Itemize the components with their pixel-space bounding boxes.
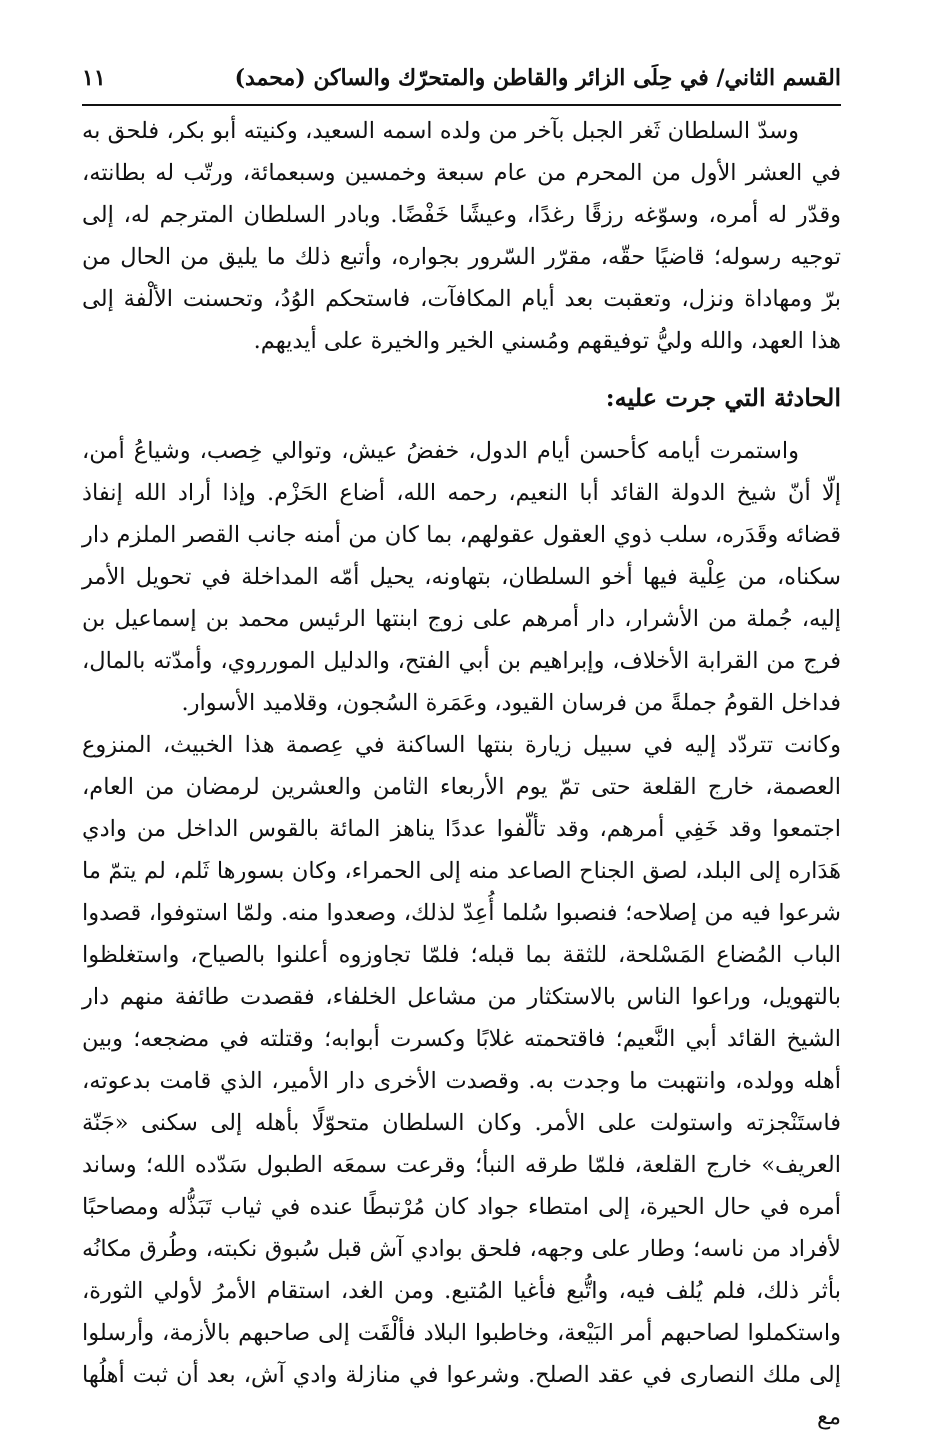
- paragraph-2: واستمرت أيامه كأحسن أيام الدول، خفضُ عيش، وتوالي خِصب، وشياعُ أمن، إلّا أنّ شيخ الدولة القائد أبا النعيم، رحمه الله، أضاع الحَزْم. وإذا أراد الله إنفاذ قضائه وقَدَره، سلب ذوي العقول عقولهم، بما كان من أمنه جانب القصر الملزم دار سكناه، من عِلْية فيها أخو السلطان، بتهاونه، يحيل أمّه المداخلة في تحويل الأمر إليه، جُملة من الأشرار، دار أمرهم على زوج ابنتها الرئيس محمد بن إسماعيل بن فرج من القرابة الأخلاف، وإبراهيم بن أبي الفتح، والدليل المورروي، وأمدّته بالمال، فداخل القومُ جملةً من فرسان القيود، وعَمَرة السُجون، وقلاميد الأسوار.: [82, 438, 841, 716]
- paragraph-3: وكانت تتردّد إليه في سبيل زيارة بنتها الساكنة في عِصمة هذا الخبيث، المنزوع العصمة، خارج القلعة حتى تمّ يوم الأربعاء الثامن والعشرين لرمضان من العام، اجتمعوا وقد خَفِي أمرهم، وقد تألّفوا عددًا يناهز المائة بالقوس الداخل من وادي هَدَاره إلى البلد، لصق الجناح الصاعد منه إلى الحمراء، وكان بسورها ثَلم، لم يتمّ ما شرعوا فيه من إصلاحه؛ فنصبوا سُلما أُعِدّ لذلك، وصعدوا منه. ولمّا استوفوا، قصدوا الباب المُضاع المَسْلحة، للثقة بما قبله؛ فلمّا تجاوزوه أعلنوا بالصياح، واستغلظوا بالتهويل، وراعوا الناس بالاستكثار من مشاعل الخلفاء، فقصدت طائفة منهم دار الشيخ القائد أبي النَّعيم؛ فاقتحمته غلابًا وكسرت أبوابه؛ وقتلته في مضجعه؛ وبين أهله وولده، وانتهبت ما وجدت به. وقصدت الأخرى دار الأمير، الذي قامت بدعوته، فاستَنْجزته واستولت على الأمر. وكان السلطان متحوّلًا بأهله إلى سكنى «جَنّة العريف» خارج القلعة، فلمّا طرقه النبأ؛ وقرعت سمعَه الطبول سَدّده الله؛ وساند أمره في حال الحيرة، إلى امتطاء جواد كان مُرْتبطًا عنده في ثياب تَبَذُّله ومصاحبًا لأفراد من ناسه؛ وطار على وجهه، فلحق بوادي آش قبل سُبوق نكبته، وطُرق مكانُه بأثر ذلك، فلم يُلف فيه، واتُّبع فأغيا المُتبع. ومن الغد، استقام الأمرُ لأولي الثورة، واستكملوا لصاحبهم أمر البَيْعة، وخاطبوا البلاد فألْقَت إلى صاحبهم بالأزمة، وأرسلوا إلى ملك النصارى في عقد الصلح. وشرعوا في منازلة وادي آش، بعد أن ثبت أهلُها مع: [82, 732, 841, 1430]
- running-header: [82, 58, 841, 98]
- section-heading: الحادثة التي جرت عليه:: [605, 383, 841, 412]
- body-text: [82, 110, 841, 1438]
- page-number: ١١: [82, 65, 106, 91]
- header-rule: [82, 104, 841, 106]
- paragraph-1: وسدّ السلطان ثَغر الجبل بآخر من ولده اسمه السعيد، وكنيته أبو بكر، فلحق به في العشر الأول من المحرم من عام سبعة وخمسين وسبعمائة، ورتّب له بطانته، وقدّر له أمره، وسوّغه رزقًا رغدًا، وعيشًا خَفْضًا. وبادر السلطان المترجم له، إلى توجيه رسوله؛ قاضيًا حقّه، مقرّر السّرور بجواره، وأتبع ذلك ما يليق من الحال من برّ ومهاداة ونزل، وتعقبت بعد أيام المكافآت، فاستحكم الوُدُ، وتحسنت الألْفة إلى هذا العهد، والله وليُّ توفيقهم ومُسني الخير والخيرة على أيديهم.: [82, 118, 841, 354]
- header-title: القسم الثاني/ في حِلَى الزائر والقاطن والمتحرّك والساكن (محمد): [234, 65, 841, 91]
